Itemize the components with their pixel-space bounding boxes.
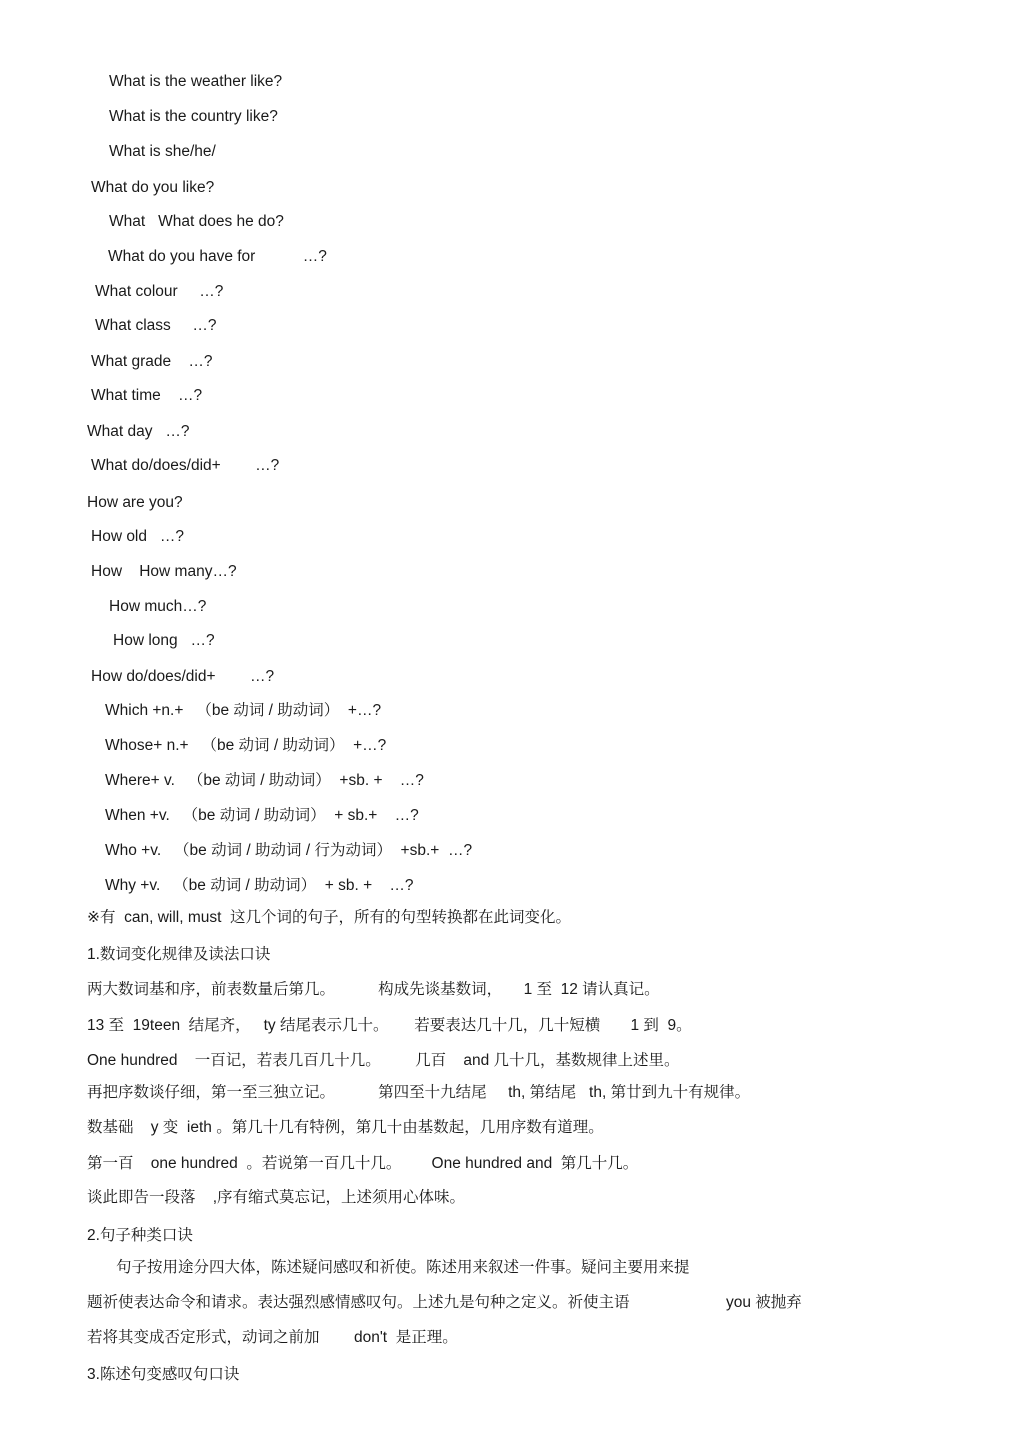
text-line: What colour …?: [95, 283, 224, 300]
text-line: 若将其变成否定形式，动词之前加 don't 是正理。: [87, 1329, 458, 1346]
text-line: When +v. （be 动词 / 助动词） + sb.+ …?: [105, 807, 419, 824]
text-line: How are you?: [87, 494, 183, 511]
text-line: How do/does/did+ …?: [91, 668, 275, 685]
section-heading: 3.陈述句变感叹句口诀: [87, 1366, 240, 1383]
text-line: ※有 can, will, must 这几个词的句子，所有的句型转换都在此词变化。: [87, 909, 572, 926]
text-line: Where+ v. （be 动词 / 助动词） +sb. + …?: [105, 772, 424, 789]
text-line: How old …?: [91, 528, 185, 545]
text-line: Who +v. （be 动词 / 助动词 / 行为动词） +sb.+ …?: [105, 842, 473, 859]
text-line: What What does he do?: [109, 213, 284, 230]
text-line: Why +v. （be 动词 / 助动词） + sb. + …?: [105, 877, 414, 894]
text-line: What class …?: [95, 317, 217, 334]
text-line: What is the country like?: [109, 108, 278, 125]
text-line: 题祈使表达命令和请求。表达强烈感情感叹句。上述九是句种之定义。祈使主语: [87, 1294, 630, 1311]
section-heading: 2.句子种类口诀: [87, 1227, 193, 1244]
text-line: 谈此即告一段落 ,序有缩式莫忘记，上述须用心体味。: [87, 1189, 466, 1206]
text-line: What time …?: [91, 387, 203, 404]
text-line: you 被抛弃: [726, 1294, 802, 1311]
section-heading: 1.数词变化规律及读法口诀: [87, 946, 271, 963]
text-line: 句子按用途分四大体，陈述疑问感叹和祈使。陈述用来叙述一件事。疑问主要用来提: [116, 1259, 690, 1276]
text-line: Which +n.+ （be 动词 / 助动词） +…?: [105, 702, 382, 719]
text-line: What do you like?: [91, 179, 215, 196]
text-line: What do/does/did+ …?: [91, 457, 280, 474]
text-line: 两大数词基和序，前表数量后第几。 构成先谈基数词， 1 至 12 请认真记。: [87, 981, 660, 998]
text-line: What is the weather like?: [109, 73, 283, 90]
text-line: One hundred 一百记，若表几百几十几。 几百 and 几十几，基数规律上述里。: [87, 1052, 680, 1069]
text-line: How How many…?: [91, 563, 237, 580]
text-line: 数基础 y 变 ieth 。第几十几有特例，第几十由基数起，几用序数有道理。: [87, 1119, 604, 1136]
text-line: How much…?: [109, 598, 207, 615]
text-line: What is she/he/: [109, 143, 216, 160]
text-line: How long …?: [113, 632, 215, 649]
text-line: What do you have for …?: [108, 248, 327, 265]
text-line: Whose+ n.+ （be 动词 / 助动词） +…?: [105, 737, 387, 754]
text-line: 13 至 19teen 结尾齐， ty 结尾表示几十。 若要表达几十几，几十短横 1 到 9。: [87, 1017, 692, 1034]
text-line: 第一百 one hundred 。若说第一百几十几。 One hundred and 第几十几。: [87, 1155, 639, 1172]
text-line: What grade …?: [91, 353, 213, 370]
text-line: What day …?: [87, 423, 190, 440]
text-line: 再把序数谈仔细，第一至三独立记。 第四至十九结尾 th, 第结尾 th, 第廿到九十有规律。: [87, 1084, 751, 1101]
